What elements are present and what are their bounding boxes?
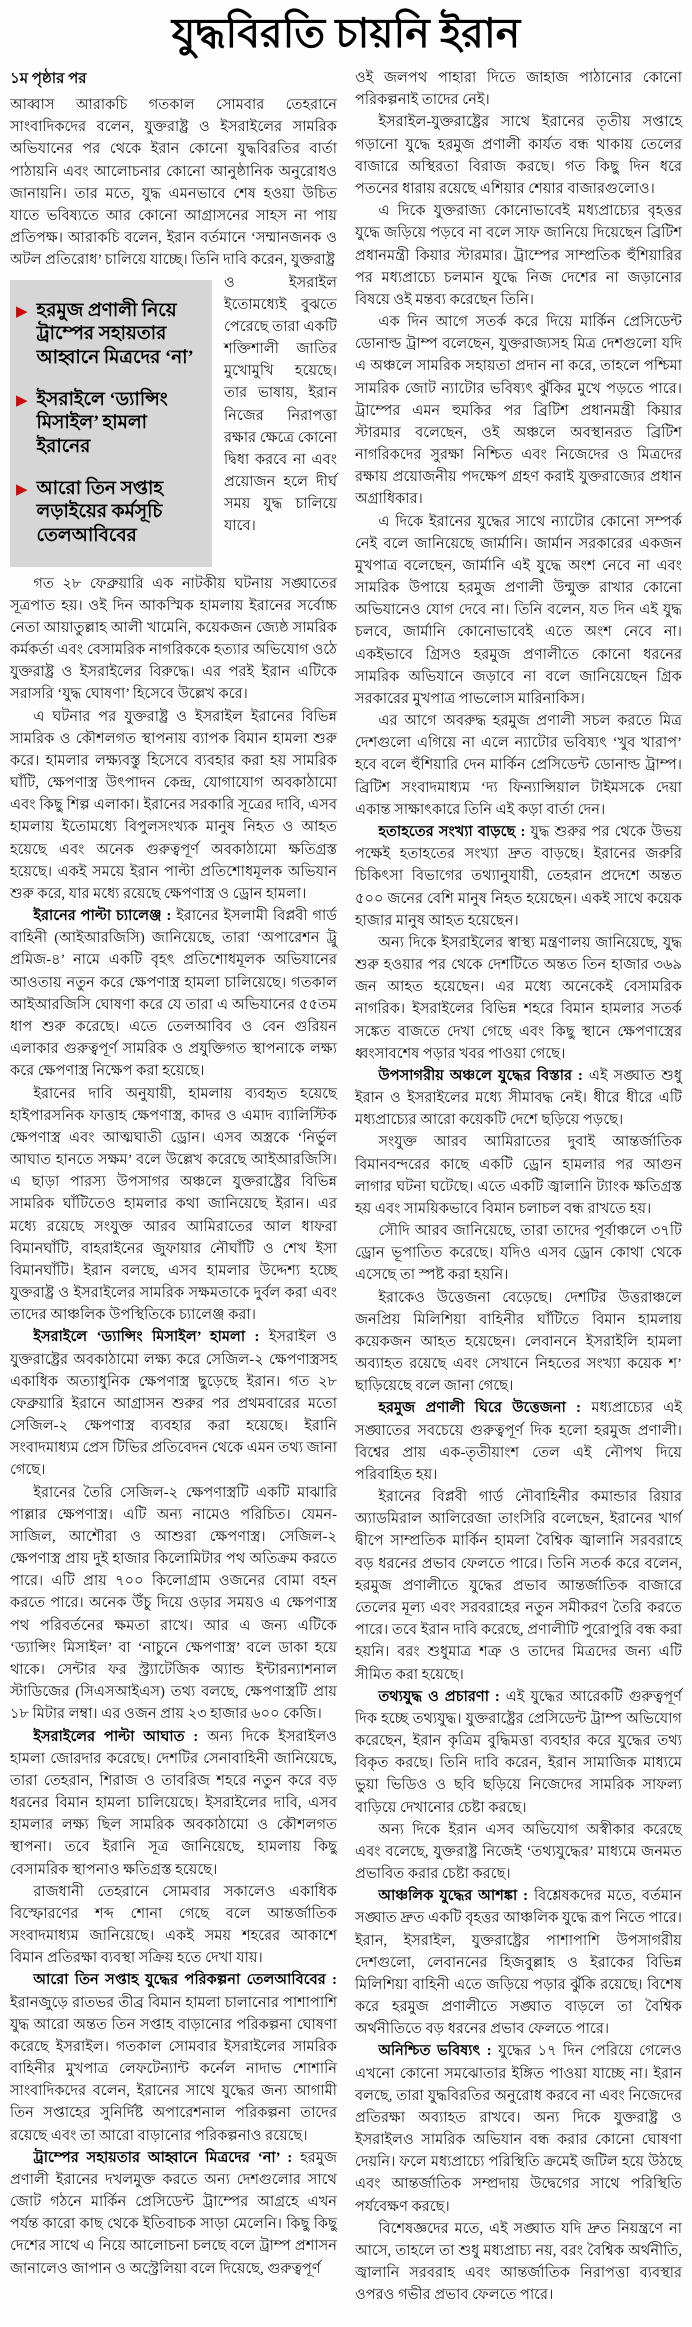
summary-bullet-text: ইসরাইলে ‘ড্যান্সিং মিসাইল’ হামলা ইরানের <box>36 389 168 457</box>
summary-bullet <box>16 389 202 460</box>
section-heading: তথ্যযুদ্ধ ও প্রচারণা : <box>378 1688 506 1705</box>
summary-bullet <box>16 300 202 371</box>
paragraph: সৌদি আরব জানিয়েছে, তারা তাদের পূর্বাঞ্চলে ৩৭টি ড্রোন ভূপাতিত করেছে। যদিও এসব ড্রোন কোথা থেকে এসেছে তা স্পষ্ট করা হয়নি। <box>355 1223 682 1284</box>
paragraph: তথ্যযুদ্ধ ও প্রচারণা : এই যুদ্ধের আরেকটি গুরুত্বপূর্ণ দিক হচ্ছে তথ্যযুদ্ধ। যুক্তরাষ্ট্রের প্রেসিডেন্ট ট্রাম্প অভিযোগ করেছেন, ইরান কৃত্রিম বুদ্ধিমত্তা ব্যবহার করে যুদ্ধের তথ্য বিকৃত করছে। তিনি দাবি করেন, ইরান সামাজিক মাধ্যমে ভুয়া ভিডিও ও ছবি ছড়িয়ে নিজেদের সামরিক সাফল্য বাড়িয়ে দেখানোর চেষ্টা করছে। <box>355 1688 682 1816</box>
right-column <box>355 67 682 2306</box>
paragraph: অন্য দিকে ইরান এসব অভিযোগ অস্বীকার করেছে এবং বলেছে, যুক্তরাষ্ট্র নিজেই ‘তথ্যযুদ্ধের’ মাধ্যমে জনমত প্রভাবিত করার চেষ্টা করছে। <box>355 1821 682 1883</box>
section-heading: ইসরাইলে ‘ড্যান্সিং মিসাইল’ হামলা : <box>33 1329 269 1346</box>
paragraph: ইসরাইলের পাল্টা আঘাত : অন্য দিকে ইসরাইলও হামলা জোরদার করেছে। দেশটির সেনাবাহিনী জানিয়েছে, তারা তেহরান, শিরাজ ও তাবরিজ শহরে নতুন করে বড় ধরনের বিমান হামলা চালিয়েছে। ইসরাইলের দাবি, এসব হামলার লক্ষ্য ছিল সামরিক অবকাঠামো ও কৌশলগত স্থাপনা। তবে ইরানি সূত্র জানিয়েছে, হামলায় কিছু বেসামরিক স্থাপনাও ক্ষতিগ্রস্ত হয়েছে। <box>10 1728 337 1878</box>
triangle-bullet-icon: ▶ <box>16 390 28 409</box>
left-column-paragraphs <box>10 573 337 2280</box>
paragraph: ইরানের দাবি অনুযায়ী, হামলায় ব্যবহৃত হয়েছে হাইপারসনিক ফাত্তাহ ক্ষেপণাস্ত্র, কাদর ও এমাদ ব্যালিস্টিক ক্ষেপণাস্ত্র এবং আত্মঘাতী ড্রোন। এসব অস্ত্রকে ‘নির্ভুল আঘাত হানতে সক্ষম’ বলে উল্লেখ করেছে আইআরজিসি। এ ছাড়া পারস্য উপসাগর অঞ্চলে যুক্তরাষ্ট্রের বিভিন্ন সামরিক ঘাঁটিতেও হামলার কথা জানিয়েছে ইরান। এর মধ্যে রয়েছে সংযুক্ত আরব আমিরাতের আল ধাফরা বিমানঘাঁটি, বাহরাইনের জুফায়ার নৌঘাঁটি ও শেখ ইসা বিমানঘাঁটি। ইরান বলছে, এসব হামলার উদ্দেশ্য হচ্ছে যুক্তরাষ্ট্র ও ইসরাইলের সামরিক সক্ষমতাকে দুর্বল করা এবং তাদের আঞ্চলিক উপস্থিতিকে চ্যালেঞ্জ করা। <box>10 1085 337 1324</box>
article-columns <box>6 67 686 2306</box>
paragraph: অনিশ্চিত ভবিষ্যৎ : যুদ্ধের ১৭ দিন পেরিয়ে গেলেও এখনো কোনো সমঝোতার ইঙ্গিত পাওয়া যাচ্ছে না। ইরান বলছে, তারা যুদ্ধবিরতির অনুরোধ করবে না এবং নিজেদের প্রতিরক্ষা অব্যাহত রাখবে। অন্য দিকে যুক্তরাষ্ট্র ও ইসরাইলও সামরিক অভিযান বন্ধ করার কোনো ঘোষণা দেয়নি। ফলে মধ্যপ্রাচ্যে পরিস্থিতি ক্রমেই জটিল হয়ে উঠছে এবং আন্তর্জাতিক সম্প্রদায় উদ্বেগের সাথে পরিস্থিতি পর্যবেক্ষণ করছে। <box>355 2043 682 2215</box>
section-heading: হতাহতের সংখ্যা বাড়ছে : <box>378 823 531 840</box>
article-title: যুদ্ধবিরতি চায়নি ইরান <box>171 10 521 56</box>
triangle-bullet-icon: ▶ <box>16 479 28 498</box>
section-heading: ট্রাম্পের সহায়তার আহ্বানে মিত্রদের ‘না’ : <box>33 2149 301 2166</box>
section-heading: উপসাগরীয় অঞ্চলে যুদ্ধের বিস্তার : <box>378 1067 589 1084</box>
paragraph: এক দিন আগে সতর্ক করে দিয়ে মার্কিন প্রেসিডেন্ট ডোনাল্ড ট্রাম্প বলেছেন, যুক্তরাজ্যসহ মিত্র দেশগুলো যদি এ অঞ্চলে সামরিক সহায়তা প্রদান না করে, তাহলে পশ্চিমা সামরিক জোট ন্যাটোর ভবিষ্যৎ ঝুঁকির মুখে পড়তে পারে। ট্রাম্পের এমন হুমকির পর ব্রিটিশ প্রধানমন্ত্রী কিয়ার স্টারমার বলেছেন, ওই অঞ্চলে অবস্থানরত ব্রিটিশ নাগরিকদের সুরক্ষা নিশ্চিত এবং নিজেদের ও মিত্রদের রক্ষায় প্রয়োজনীয় পদক্ষেপ গ্রহণ করাই যুক্তরাজ্যের প্রধান অগ্রাধিকার। <box>355 314 682 508</box>
paragraph: ইসরাইলে ‘ড্যান্সিং মিসাইল’ হামলা : ইসরাইল ও যুক্তরাষ্ট্রের অবকাঠামো লক্ষ্য করে সেজিল-২ ক্ষেপণাস্ত্রসহ একাধিক অত্যাধুনিক ক্ষেপণাস্ত্র ছুড়েছে ইরান। গত ২৮ ফেব্রুয়ারি ইরানে আগ্রাসন শুরুর পর প্রথমবারের মতো সেজিল-২ ক্ষেপণাস্ত্র ব্যবহার করা হয়েছে। ইরানি সংবাদমাধ্যম প্রেস টিভির প্রতিবেদন থেকে এমন তথ্য জানা গেছে। <box>10 1329 337 1479</box>
triangle-bullet-icon: ▶ <box>16 301 28 320</box>
paragraph: ইরানের বিপ্লবী গার্ড নৌবাহিনীর কমান্ডার রিয়ার অ্যাডমিরাল আলিরেজা তাংসিরি বলেছেন, ইরানের খার্গ দ্বীপে সাম্প্রতিক মার্কিন হামলা বৈশ্বিক জ্বালানি সরবরাহে বড় ধরনের প্রভাব ফেলতে পারে। তিনি সতর্ক করে বলেন, হরমুজ প্রণালীতে যুদ্ধের প্রভাব আন্তর্জাতিক বাজারে তেলের মূল্য এবং সরবরাহের নতুন সমীকরণ তৈরি করতে পারে। তবে ইরান দাবি করেছে, প্রণালীটি পুরোপুরি বন্ধ করা হয়নি। বরং শুধুমাত্র শত্রু ও তাদের মিত্রদের জন্য এটি সীমিত করা হয়েছে। <box>355 1489 682 1683</box>
paragraph: ইরাকেও উত্তেজনা বেড়েছে। দেশটির উত্তরাঞ্চলে জনপ্রিয় মিলিশিয়া বাহিনীর ঘাঁটিতে বিমান হামলায় কয়েকজন আহত হয়েছেন। লেবাননে ইসরাইলি হামলা অব্যাহত রয়েছে এবং সেখানে নিহতের সংখ্যা কয়েক শ’ ছাড়িয়েছে বলে জানা গেছে। <box>355 1289 682 1395</box>
paragraph: হরমুজ প্রণালী ঘিরে উত্তেজনা : মধ্যপ্রাচ্যের এই সঙ্ঘাতের সবচেয়ে গুরুত্বপূর্ণ দিক হলো হরমুজ প্রণালী। বিশ্বের প্রায় এক-তৃতীয়াংশ তেল এই নৌপথ দিয়ে পরিবাহিত হয়। <box>355 1400 682 1483</box>
section-heading: আরো তিন সপ্তাহ যুদ্ধের পরিকল্পনা তেলআবিবের : <box>33 1972 337 1989</box>
continued-from-page-label: ১ম পৃষ্ঠার পর <box>10 71 87 88</box>
paragraph: এ দিকে যুক্তরাজ্য কোনোভাবেই মধ্যপ্রাচ্যের বৃহত্তর যুদ্ধে জড়িয়ে পড়বে না বলে সাফ জানিয়ে দিয়েছেন ব্রিটিশ প্রধানমন্ত্রী কিয়ার স্টারমার। ট্রাম্পের সাম্প্রতিক হুঁশিয়ারির পর মধ্যপ্রাচ্যে চলমান যুদ্ধে নিজ দেশের না জড়ানোর বিষয়ে ওই মন্তব্য করেছেন তিনি। <box>355 203 682 308</box>
paragraph: রাজধানী তেহরানে সোমবার সকালেও একাধিক বিস্ফোরণের শব্দ শোনা গেছে বলে আন্তর্জাতিক সংবাদমাধ্যম জানিয়েছে। একই সময় শহরের আকাশে বিমান প্রতিরক্ষা ব্যবস্থা সক্রিয় হতে দেখা যায়। <box>10 1883 337 1967</box>
left-column <box>10 67 337 2306</box>
paragraph: এর আগে অবরুদ্ধ হরমুজ প্রণালী সচল করতে মিত্র দেশগুলো এগিয়ে না এলে ন্যাটোর ভবিষ্যৎ ‘খুব খারাপ’ হবে বলে হুঁশিয়ারি দেন মার্কিন প্রেসিডেন্ট ডোনাল্ড ট্রাম্প। ব্রিটিশ সংবাদমাধ্যম ‘দ্য ফিন্যান্সিয়াল টাইমসকে দেয়া একান্ত সাক্ষাৎকারে তিনি এই কড়া বার্তা দেন। <box>355 713 682 818</box>
paragraph: এ দিকে ইরানের যুদ্ধের সাথে ন্যাটোর কোনো সম্পর্ক নেই বলে জানিয়েছে জার্মানি। জার্মান সরকারের একজন মুখপাত্র বলেছেন, জার্মানি এই যুদ্ধে অংশ নেবে না এবং সামরিক উপায়ে হরমুজ প্রণালী উন্মুক্ত রাখার কোনো অভিযানেও যোগ দেবে না। তিনি বলেন, যত দিন এই যুদ্ধ চলবে, জার্মানি কোনোভাবেই এতে অংশ নেবে না। একইভাবে গ্রিসও হরমুজ প্রণালীতে কোনো ধরনের সামরিক অভিযানে জড়াবে না বলে জানিয়েছেন গ্রিক সরকারের মুখপাত্র পাভলোস মারিনাকিস। <box>355 513 682 707</box>
paragraph: আঞ্চলিক যুদ্ধের আশঙ্কা : বিশ্লেষকদের মতে, বর্তমান সঙ্ঘাত দ্রুত একটি বৃহত্তর আঞ্চলিক যুদ্ধে রূপ নিতে পারে। ইরান, ইসরাইল, যুক্তরাষ্ট্রের পাশাপাশি উপসাগরীয় দেশগুলো, লেবাননের হিজবুল্লাহ ও ইরাকের বিভিন্ন মিলিশিয়া বাহিনী এতে জড়িয়ে পড়ার ঝুঁকি রয়েছে। বিশেষ করে হরমুজ প্রণালীতে সঙ্ঘাত বাড়লে তা বৈশ্বিক অর্থনীতিতে বড় ধরনের প্রভাব ফেলতে পারে। <box>355 1888 682 2038</box>
paragraph: ইরানের তৈরি সেজিল-২ ক্ষেপণাস্ত্রটি একটি মাঝারি পাল্লার ক্ষেপণাস্ত্র। এটি অন্য নামেও পরিচিত। যেমন- সাজিল, আশৌরা ও আশুরা ক্ষেপণাস্ত্র। সেজিল-২ ক্ষেপণাস্ত্র প্রায় দুই হাজার কিলোমিটার পথ অতিক্রম করতে পারে। এটি প্রায় ৭০০ কিলোগ্রাম ওজনের বোমা বহন করতে পারে। অনেক উঁচু দিয়ে ওড়ার সময়ও এ ক্ষেপণাস্ত্র পথ পরিবর্তনের ক্ষমতা রাখে। আর এ জন্য এটিকে ‘ড্যান্সিং মিসাইল’ বা ‘নাচুনে ক্ষেপণাস্ত্র’ বলে ডাকা হয়ে থাকে। সেন্টার ফর স্ট্র্যাটেজিক অ্যান্ড ইন্টারন্যাশনাল স্টাডিজের (সিএসআইএস) তথ্য বলছে, ক্ষেপণাস্ত্রটি প্রায় ১৮ মিটার লম্বা। এর ওজন প্রায় ২৩ হাজার ৬০০ কেজি। <box>10 1484 337 1723</box>
right-column-paragraphs <box>355 67 682 2306</box>
summary-bullet <box>16 478 202 549</box>
section-heading: হরমুজ প্রণালী ঘিরে উত্তেজনা : <box>378 1400 592 1417</box>
summary-bullet-text: আরো তিন সপ্তাহ লড়াইয়ের কর্মসূচি তেলআবিবের <box>36 478 164 546</box>
paragraph: হতাহতের সংখ্যা বাড়ছে : যুদ্ধ শুরুর পর থেকে উভয় পক্ষেই হতাহতের সংখ্যা দ্রুত বাড়ছে। ইরানের জরুরি চিকিৎসা বিভাগের তথ্যানুযায়ী, তেহরান প্রদেশে অন্তত ৫০০ জনের বেশি মানুষ নিহত হয়েছেন। একই সাথে কয়েক হাজার মানুষ আহত হয়েছেন। <box>355 823 682 929</box>
paragraph: গত ২৮ ফেব্রুয়ারি এক নাটকীয় ঘটনায় সঙ্ঘাতের সূত্রপাত হয়। ওই দিন আকস্মিক হামলায় ইরানের সর্বোচ্চ নেতা আয়াতুল্লাহ আলী খামেনি, কয়েকজন জ্যেষ্ঠ সামরিক কর্মকর্তা এবং বেসামরিক নাগরিককে হত্যার অভিযোগ ওঠে যুক্তরাষ্ট্র ও ইসরাইলের বিরুদ্ধে। এর পরই ইরান এটিকে সরাসরি ‘যুদ্ধ ঘোষণা’ হিসেবে উল্লেখ করে। <box>10 575 337 703</box>
section-heading: ইসরাইলের পাল্টা আঘাত : <box>33 1728 208 1745</box>
paragraph: অন্য দিকে ইসরাইলের স্বাস্থ্য মন্ত্রণালয় জানিয়েছে, যুদ্ধ শুরু হওয়ার পর থেকে দেশটিতে অন্তত তিন হাজার ৩৬৯ জন আহত হয়েছেন। এর মধ্যে অনেকেই বেসামরিক নাগরিক। ইসরাইলের বিভিন্ন শহরে বিমান হামলার সতর্ক সঙ্কেত বাজতে দেখা গেছে এবং কিছু স্থানে ক্ষেপণাস্ত্রের ধ্বংসাবশেষ পড়ার খবর পাওয়া গেছে। <box>355 934 682 1062</box>
section-heading: অনিশ্চিত ভবিষ্যৎ : <box>378 2043 499 2060</box>
paragraph: ইরানের পাল্টা চ্যালেঞ্জ : ইরানের ইসলামী বিপ্লবী গার্ড বাহিনী (আইআরজিসি) জানিয়েছে, তারা ‘অপারেশন ট্রু প্রমিজ-৪’ নামে একটি বৃহৎ প্রতিশোধমূলক অভিযানের আওতায় নতুন করে ক্ষেপণাস্ত্র হামলা চালিয়েছে। গতকাল আইআরজিসি ঘোষণা করে যে তারা এ অভিযানের ৫৫তম ধাপ শুরু করেছে। এতে তেলআবিব ও বেন গুরিয়ন এলাকার গুরুত্বপূর্ণ সামরিক ও প্রযুক্তিগত স্থাপনাকে লক্ষ্য করে ক্ষেপণাস্ত্র নিক্ষেপ করা হয়েছে। <box>10 908 337 1080</box>
paragraph: সংযুক্ত আরব আমিরাতের দুবাই আন্তর্জাতিক বিমানবন্দরের কাছে একটি ড্রোন হামলার পর আগুন লাগার ঘটনা ঘটেছে। এতে একটি জ্বালানি ট্যাংক ক্ষতিগ্রস্ত হয় এবং সাময়িকভাবে বিমান চলাচল বন্ধ রাখতে হয়। <box>355 1134 682 1217</box>
paragraph: আরো তিন সপ্তাহ যুদ্ধের পরিকল্পনা তেলআবিবের : ইরানজুড়ে রাতভর তীব্র বিমান হামলা চালানোর পাশাপাশি যুদ্ধ আরো অন্তত তিন সপ্তাহ বাড়ানোর পরিকল্পনা ঘোষণা করেছে ইসরাইল। গতকাল সোমবার ইসরাইলের সামরিক বাহিনীর মুখপাত্র লেফটেন্যান্ট কর্নেল নাদাভ শোশানি সাংবাদিকদের বলেন, ইরানের সাথে যুদ্ধের জন্য আগামী তিন সপ্তাহের সুনির্দিষ্ট অপারেশনাল পরিকল্পনা তাদের রয়েছে এবং তা আরো বাড়ানোর পরিকল্পনাও রয়েছে। <box>10 1972 337 2144</box>
paragraph: ওই জলপথ পাহারা দিতে জাহাজ পাঠানোর কোনো পরিকল্পনাই তাদের নেই। <box>355 70 682 109</box>
paragraph: ট্রাম্পের সহায়তার আহ্বানে মিত্রদের ‘না’ : হরমুজ প্রণালী ইরানের দখলমুক্ত করতে অন্য দেশগুলোর সাথে জোট গঠনে মার্কিন প্রেসিডেন্ট ট্রাম্পের আগ্রহে এখন পর্যন্ত কারো কাছ থেকে ইতিবাচক সাড়া মেলেনি। কিছু কিছু দেশের সাথে এ নিয়ে আলোচনা চলছে বলে ট্রাম্প প্রশাসন জানালেও জাপান ও অস্ট্রেলিয়া বলে দিয়েছে, গুরুত্বপূর্ণ <box>10 2149 337 2277</box>
paragraph: ইসরাইল-যুক্তরাষ্ট্রের সাথে ইরানের তৃতীয় সপ্তাহে গড়ানো যুদ্ধে হরমুজ প্রণালী কার্যত বন্ধ থাকায় তেলের বাজারে অস্থিরতা বিরাজ করছে। গত কিছু দিন ধরে পতনের ধারায় রয়েছে এশিয়ার শেয়ার বাজারগুলোও। <box>355 114 682 197</box>
section-heading: ইরানের পাল্টা চ্যালেঞ্জ : <box>33 908 177 925</box>
summary-highlight-box <box>10 280 212 567</box>
section-heading: আঞ্চলিক যুদ্ধের আশঙ্কা : <box>378 1888 534 1905</box>
box-wrap-section <box>10 272 337 573</box>
summary-bullet-text: হরমুজ প্রণালী নিয়ে ট্রাম্পের সহায়তার আহ্বানে মিত্রদের ‘না’ <box>36 300 194 368</box>
paragraph: বিশেষজ্ঞদের মতে, এই সঙ্ঘাত যদি দ্রুত নিয়ন্ত্রণে না আসে, তাহলে তা শুধু মধ্যপ্রাচ্য নয়, বরং বৈশ্বিক অর্থনীতি, জ্বালানি সরবরাহ এবং আন্তর্জাতিক নিরাপত্তা ব্যবস্থার ওপরও গভীর প্রভাব ফেলতে পারে। <box>355 2220 682 2304</box>
paragraph: উপসাগরীয় অঞ্চলে যুদ্ধের বিস্তার : এই সঙ্ঘাত শুধু ইরান ও ইসরাইলের মধ্যে সীমাবদ্ধ নেই। ধীরে ধীরে এটি মধ্যপ্রাচ্যের আরো কয়েকটি দেশে ছড়িয়ে পড়ছে। <box>355 1067 682 1129</box>
paragraph: ও ইসরাইল ইতোমধ্যেই বুঝতে পেরেছে তারা একটি শক্তিশালী জাতির মুখোমুখি হয়েছে। তার ভাষায়, ইরান নিজের নিরাপত্তা রক্ষার ক্ষেত্রে কোনো দ্বিধা করবে না এবং প্রয়োজন হলে দীর্ঘ সময় যুদ্ধ চালিয়ে যাবে। <box>224 274 337 535</box>
paragraph: এ ঘটনার পর যুক্তরাষ্ট্র ও ইসরাইল ইরানের বিভিন্ন সামরিক ও কৌশলগত স্থাপনায় ব্যাপক বিমান হামলা শুরু করে। হামলার লক্ষ্যবস্তু হিসেবে ব্যবহার করা হয় সামরিক ঘাঁটি, ক্ষেপণাস্ত্র উৎপাদন কেন্দ্র, যোগাযোগ অবকাঠামো এবং কিছু শিল্প এলাকা। ইরানের সরকারি সূত্রের দাবি, এসব হামলায় ইতোমধ্যে বিপুলসংখ্যক মানুষ নিহত ও আহত হয়েছে এবং অনেক গুরুত্বপূর্ণ অবকাঠামো ক্ষতিগ্রস্ত হয়েছে। একই সময়ে ইরান পাল্টা প্রতিশোধমূলক অভিযান শুরু করে, যার মধ্যে রয়েছে ক্ষেপণাস্ত্র ও ড্রোন হামলা। <box>10 708 337 902</box>
lead-paragraph: আব্বাস আরাকচি গতকাল সোমবার তেহরানে সাংবাদিকদের বলেন, যুক্তরাষ্ট্র ও ইসরাইলের সামরিক অভিযানের পর থেকে ইরান কোনো যুদ্ধবিরতির বার্তা পাঠায়নি এবং আলোচনার কোনো আনুষ্ঠানিক অনুরোধও জানায়নি। তার মতে, যুদ্ধ এমনভাবে শেষ হওয়া উচিত যাতে ভবিষ্যতে আর কোনো আগ্রাসনের সাহস না পায় প্রতিপক্ষ। আরাকচি বলেন, ইরান বর্তমানে ‘সম্মানজনক ও অটল প্রতিরোধ’ চালিয়ে যাচ্ছে। তিনি দাবি করেন, যুক্তরাষ্ট্র <box>10 97 337 269</box>
